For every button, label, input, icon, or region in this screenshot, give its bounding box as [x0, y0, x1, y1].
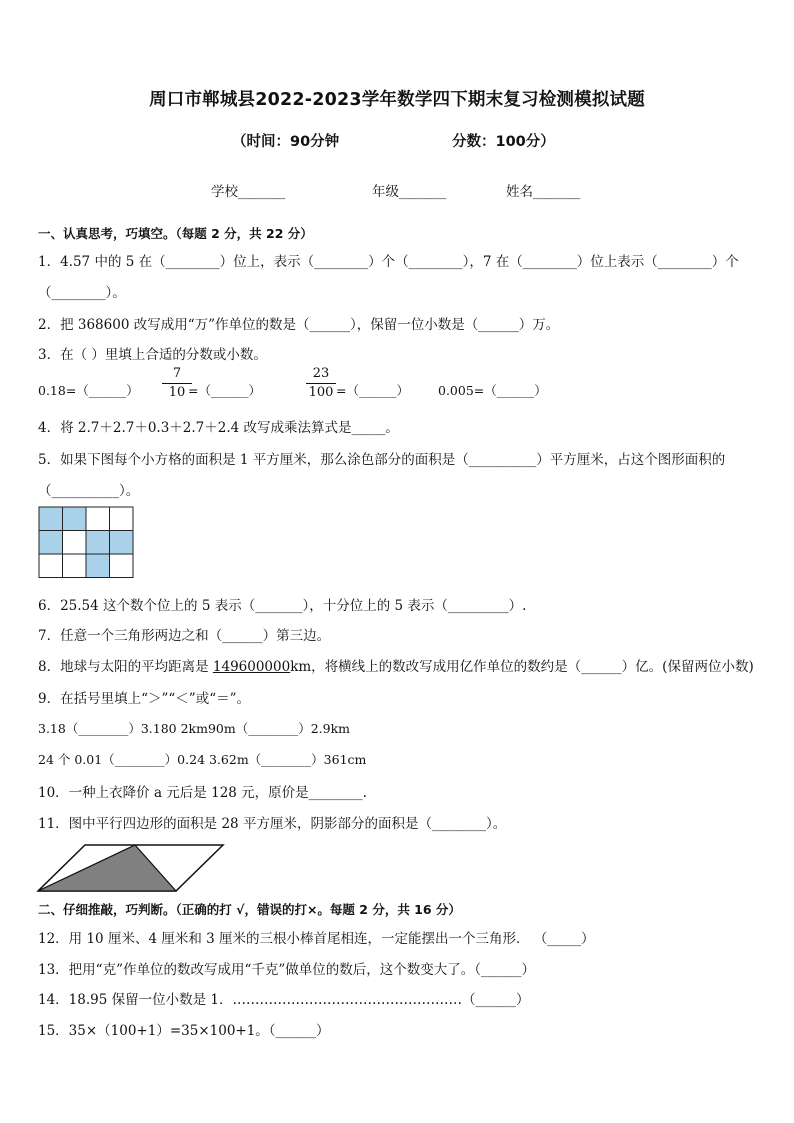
name-field[interactable]: 姓名_______ [506, 184, 581, 200]
question-8-underlined-number: 149600000 [212, 659, 291, 675]
question-3-fraction-c [306, 366, 336, 401]
question-14: 14．18.95 保留一位小数是 1．……………………………………………（______） [38, 992, 530, 1008]
parallelogram-figure [36, 842, 226, 894]
question-7: 7．任意一个三角形两边之和（______）第三边。 [38, 628, 331, 644]
grid-cell-shaded [39, 531, 63, 555]
school-field[interactable]: 学校_______ [211, 184, 286, 200]
question-8-rest: km，将横线上的数改写成用亿作单位的数约是（______）亿。(保留两位小数) [290, 659, 754, 675]
question-9-row-2: 24 个 0.01（________）0.24 3.62m（________）361cm [38, 752, 367, 767]
question-3-item-a: 0.18=（______） [38, 383, 139, 398]
grid-cell-shaded [86, 531, 110, 555]
question-10: 10．一种上衣降价 a 元后是 128 元，原价是________. [38, 785, 367, 801]
question-12: 12．用 10 厘米、4 厘米和 3 厘米的三根小棒首尾相连，一定能摆出一个三角形． （_____） [38, 931, 595, 947]
question-3-item-c: =（______） [336, 383, 409, 398]
question-8 [38, 655, 754, 675]
grid-cell [63, 554, 87, 578]
question-13: 13．把用“克”作单位的数改写成用“千克”做单位的数后，这个数变大了。（______） [38, 962, 536, 978]
fraction-numerator: 23 [312, 366, 330, 381]
grid-cell [39, 554, 63, 578]
section-2-heading: 二、仔细推敲，巧判断。（正确的打 √，错误的打×。每题 2 分，共 16 分） [38, 902, 461, 917]
grid-cell-shaded [39, 507, 63, 531]
question-3: 3．在（ ）里填上合适的分数或小数。 [38, 347, 267, 363]
exam-score: 分数：100分） [452, 134, 555, 150]
section-1-heading: 一、认真思考，巧填空。（每题 2 分，共 22 分） [38, 226, 313, 241]
grid-cell [110, 507, 134, 531]
grid-cell [110, 554, 134, 578]
question-2: 2．把 368600 改写成用“万”作单位的数是（______），保留一位小数是（______）万。 [38, 317, 560, 333]
question-4: 4．将 2.7＋2.7＋0.3＋2.7＋2.4 改写成乘法算式是_____。 [38, 420, 399, 436]
question-15: 15．35×（100+1）=35×100+1。（______） [38, 1023, 330, 1039]
shaded-grid-figure [38, 506, 135, 580]
question-8-intro: 8．地球与太阳的平均距离是 [38, 659, 213, 675]
question-11: 11．图中平行四边形的面积是 28 平方厘米，阴影部分的面积是（________）。 [38, 816, 507, 832]
question-9-row-1: 3.18（________）3.180 2km90m（________）2.9km [38, 721, 351, 736]
fraction-bar [306, 383, 336, 384]
page-title: 周口市郸城县2022-2023学年数学四下期末复习检测模拟试题 [149, 90, 645, 110]
question-6: 6．25.54 这个数个位上的 5 表示（_______），十分位上的 5 表示（_________）. [38, 598, 527, 614]
grid-cell-shaded [110, 531, 134, 555]
question-5-line-2: （__________）。 [38, 483, 140, 499]
grid-cell [63, 531, 87, 555]
fraction-denominator: 10 [168, 385, 186, 400]
exam-time: （时间：90分钟 [232, 134, 340, 150]
question-1-line-2: （________）。 [38, 285, 126, 301]
question-5-line-1: 5．如果下图每个小方格的面积是 1 平方厘米，那么涂色部分的面积是（__________）平方厘米，占这个图形面积的 [38, 452, 726, 468]
grid-cell [86, 507, 110, 531]
grid-cell-shaded [86, 554, 110, 578]
grid-cell-shaded [63, 507, 87, 531]
question-1-line-1: 1．4.57 中的 5 在（________）位上，表示（________）个（________），7 在（________）位上表示（________）个 [38, 254, 739, 270]
grade-field[interactable]: 年级_______ [372, 184, 447, 200]
fraction-numerator: 7 [172, 366, 182, 381]
fraction-denominator: 100 [308, 385, 334, 400]
question-3-item-d: 0.005=（______） [438, 383, 547, 398]
question-9: 9．在括号里填上“＞”“＜”或“＝”。 [38, 691, 250, 707]
question-3-item-b: =（______） [188, 383, 261, 398]
